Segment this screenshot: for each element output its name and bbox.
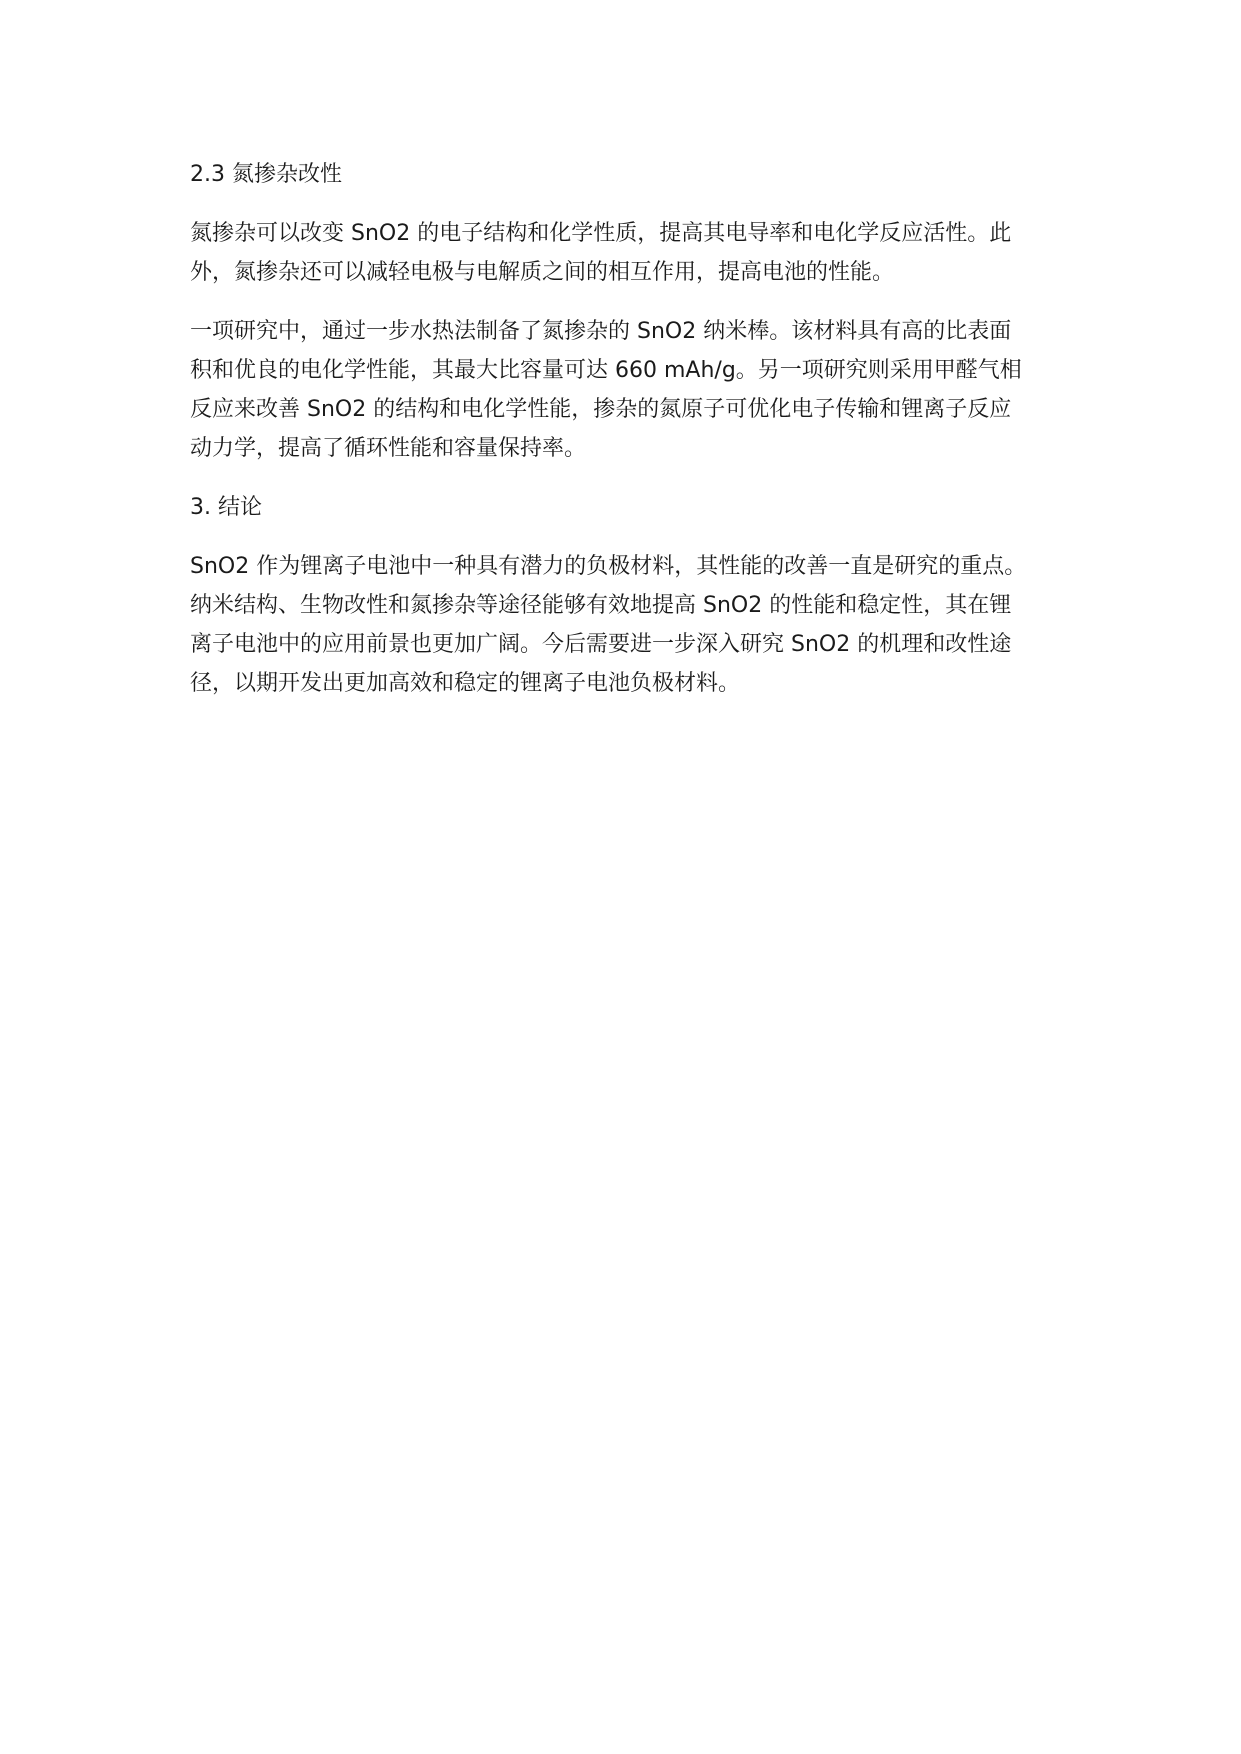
text-line: SnO2 作为锂离子电池中一种具有潜力的负极材料，其性能的改善一直是研究的重点。 xyxy=(190,554,1027,579)
text-line: 外，氮掺杂还可以减轻电极与电解质之间的相互作用，提高电池的性能。 xyxy=(190,260,895,285)
document-body xyxy=(190,155,1060,723)
paragraph-nitrogen-doping-research xyxy=(190,312,1060,468)
text-line: 动力学，提高了循环性能和容量保持率。 xyxy=(190,436,587,461)
text-line: 氮掺杂可以改变 SnO2 的电子结构和化学性质，提高其电导率和电化学反应活性。此 xyxy=(190,221,1012,246)
text-line: 积和优良的电化学性能，其最大比容量可达 660 mAh/g。另一项研究则采用甲醛气相 xyxy=(190,358,1022,383)
text-line: 一项研究中，通过一步水热法制备了氮掺杂的 SnO2 纳米棒。该材料具有高的比表面 xyxy=(190,319,1012,344)
paragraph-nitrogen-doping-intro xyxy=(190,214,1060,292)
text-line: 径，以期开发出更加高效和稳定的锂离子电池负极材料。 xyxy=(190,671,741,696)
paragraph-conclusion xyxy=(190,547,1060,703)
text-line: 纳米结构、生物改性和氮掺杂等途径能够有效地提高 SnO2 的性能和稳定性，其在锂 xyxy=(190,593,1012,618)
section-heading-nitrogen-doping: 2.3 氮掺杂改性 xyxy=(190,162,342,187)
text-line: 反应来改善 SnO2 的结构和电化学性能，掺杂的氮原子可优化电子传输和锂离子反应 xyxy=(190,397,1012,422)
section-heading-conclusion: 3. 结论 xyxy=(190,495,262,520)
text-line: 离子电池中的应用前景也更加广阔。今后需要进一步深入研究 SnO2 的机理和改性途 xyxy=(190,632,1012,657)
